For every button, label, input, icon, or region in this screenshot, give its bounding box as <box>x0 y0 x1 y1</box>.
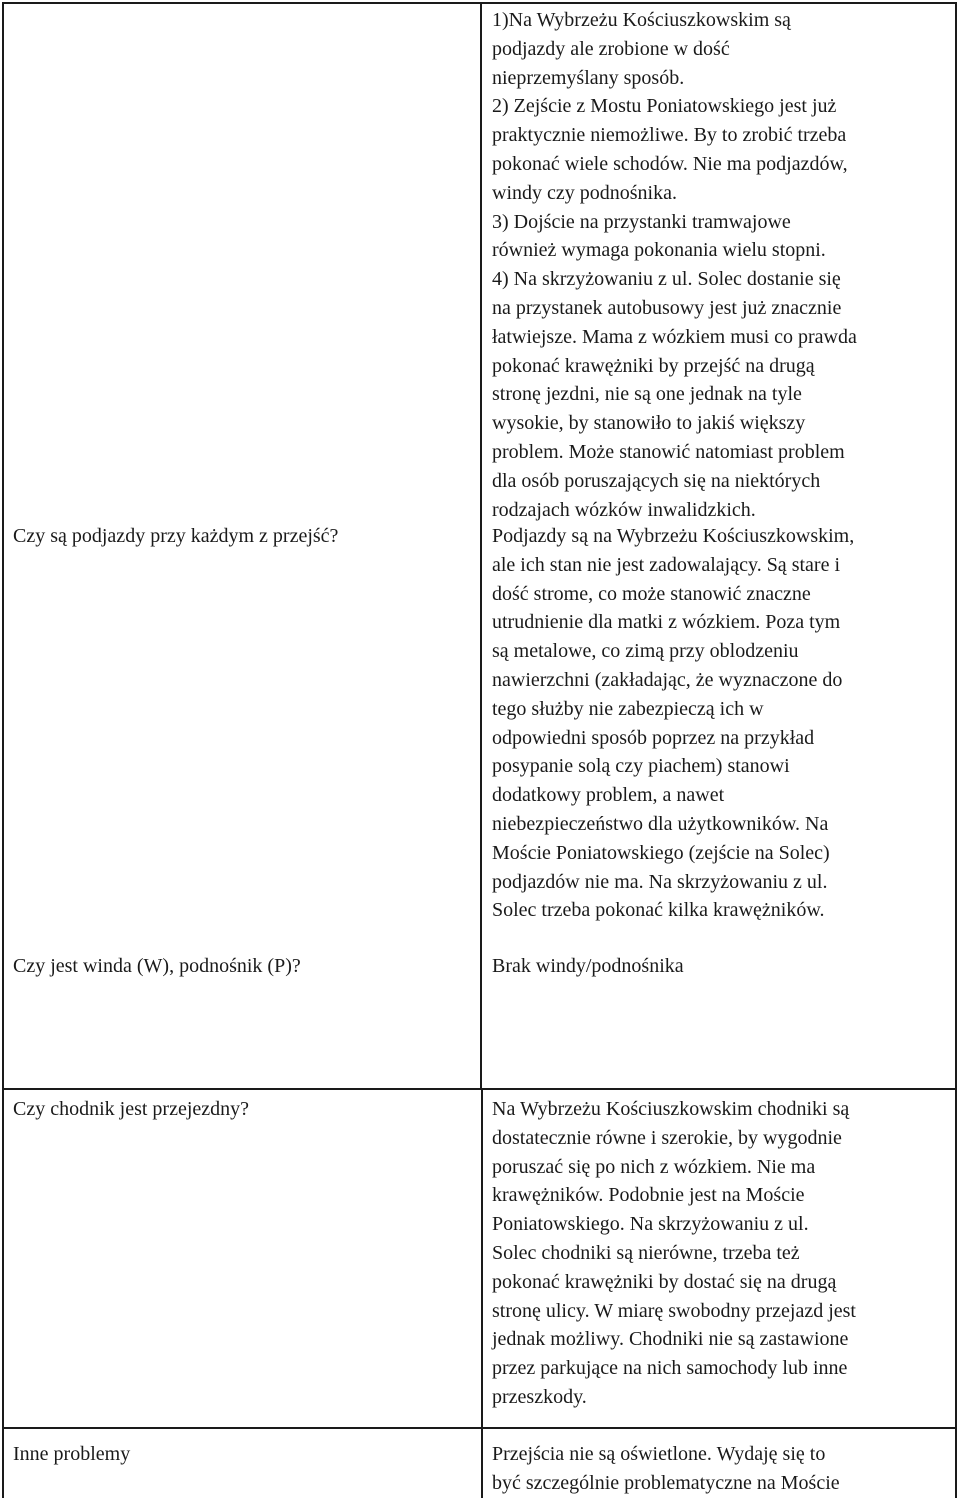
answer-paragraph: 2) Zejście z Mostu Poniatowskiego jest już praktycznie niemożliwe. By to zrobić trzeba pokonać wiele schodów. Nie ma podjazdów, windy czy podnośnika. <box>492 95 848 204</box>
table-row-divider <box>2 1088 957 1090</box>
answer-paragraph: 1)Na Wybrzeżu Kościuszkowskim są podjazdy ale zrobione w dość nieprzemyślany sposób. <box>492 9 791 89</box>
table-row-divider <box>2 1427 957 1429</box>
question-other-problems: Inne problemy <box>13 1443 131 1465</box>
answer-elevator-lift: Brak windy/podnośnika <box>492 955 684 977</box>
table-border-left <box>2 2 4 1498</box>
question-ramps: Czy są podjazdy przy każdym z przejść? <box>13 525 339 547</box>
table-border-top <box>2 2 957 4</box>
answer-cell-continuation <box>492 6 954 524</box>
table-border-middle-lower <box>481 1089 483 1498</box>
answer-paragraph: 3) Dojście na przystanki tramwajowe również wymaga pokonania wielu stopni. <box>492 210 826 262</box>
question-elevator-lift: Czy jest winda (W), podnośnik (P)? <box>13 955 301 977</box>
answer-other-problems: Przejścia nie są oświetlone. Wydaję się to być szczególnie problematyczne na Moście <box>492 1443 840 1494</box>
answer-sidewalk: Na Wybrzeżu Kościuszkowskim chodniki są dostatecznie równe i szerokie, by wygodnie poruszać się po nich z wózkiem. Nie ma krawężników. Podobnie jest na Moście Poniatowskiego. Na skrzyżowaniu z ul. Solec chodniki są nierówne, trzeba też pokonać krawężniki by dostać się na drugą stronę ulicy. W miarę swobodny przejazd jest jednak możliwy. Chodniki nie są zastawione przez parkujące na nich samochody lub inne przeszkody. <box>492 1098 856 1408</box>
answer-ramps: Podjazdy są na Wybrzeżu Kościuszkowskim, ale ich stan nie jest zadowalający. Są stare i dość strome, co może stanowić znaczne utrudnienie dla matki z wózkiem. Poza tym są metalowe, co zimą przy oblodzeniu nawierzchni (zakładając, że wyznaczone do tego służby nie zabezpieczą ich w odpowiedni sposób poprzez na przykład posypanie solą czy piachem) stanowi dodatkowy problem, a nawet niebezpieczeństwo dla użytkowników. Na Moście Poniatowskiego (zejście na Solec) podjazdów nie ma. Na skrzyżowaniu z ul. Solec trzeba pokonać kilka krawężników. <box>492 525 855 922</box>
table-border-right <box>955 2 957 1498</box>
answer-paragraph: 4) Na skrzyżowaniu z ul. Solec dostanie się na przystanek autobusowy jest już znacznie łatwiejsze. Mama z wózkiem musi co prawda pokonać krawężniki by przejść na drugą stronę jezdni, nie są one jednak na tyle wysokie, by stanowiło to jakiś większy problem. Może stanowić natomiast problem dla osób poruszających się na niektórych rodzajach wózków inwalidzkich. <box>492 268 857 521</box>
question-sidewalk: Czy chodnik jest przejezdny? <box>13 1098 250 1120</box>
table-border-middle-upper <box>480 2 482 1089</box>
